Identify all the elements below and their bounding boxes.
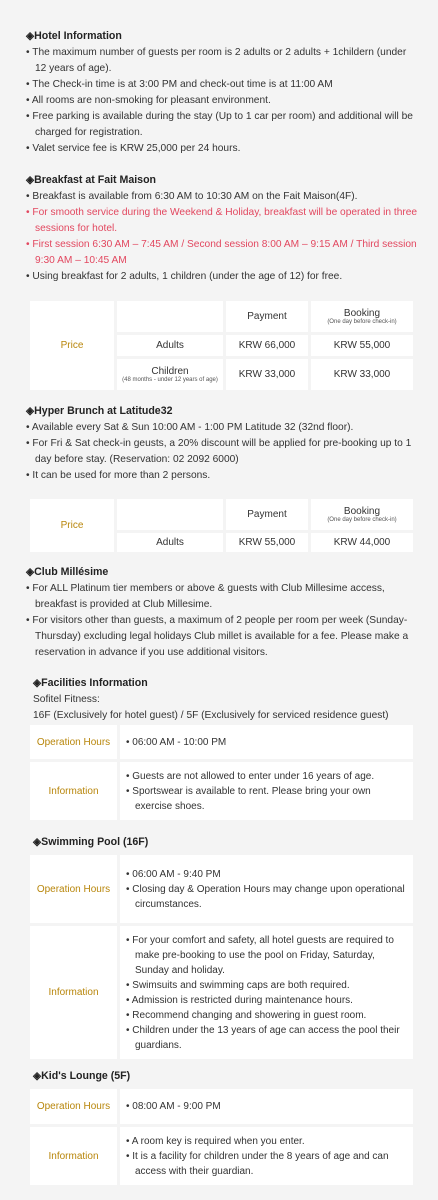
information-label: Information [30, 926, 117, 1059]
fitness-name: Sofitel Fitness: [33, 694, 100, 705]
list-item: • Children under the 13 years of age can access the pool their guardians. [126, 1023, 405, 1053]
children-text: Children [151, 366, 189, 377]
booking-header [311, 499, 413, 530]
facilities-section [33, 677, 418, 724]
adults-booking: KRW 55,000 [311, 335, 413, 356]
pool-table [27, 852, 416, 1062]
list-item: • 06:00 AM - 9:40 PM [126, 867, 405, 882]
information-value [120, 1127, 413, 1185]
brunch-title: ◈Hyper Brunch at Latitude32 [26, 405, 173, 417]
weekend-notice: • For smooth service during the Weekend & Holiday, breakfast will be operated in three sessions for hotel. [26, 205, 418, 237]
operation-hours-label: Operation Hours [30, 1089, 117, 1124]
hotel-information-title: ◈Hotel Information [26, 30, 122, 42]
kids-table [27, 1086, 416, 1188]
club-millesime-section [26, 566, 418, 661]
adults-booking: KRW 44,000 [311, 533, 413, 552]
kids-title: ◈Kid's Lounge (5F) [33, 1070, 131, 1082]
list-item: • A room key is required when you enter. [126, 1134, 405, 1149]
list-item: • Free parking is available during the stay (Up to 1 car per room) and additional will be charged for registration. [26, 109, 418, 141]
payment-header: Payment [226, 301, 308, 332]
kids-lounge-section [33, 1070, 418, 1085]
children-payment: KRW 33,000 [226, 359, 308, 390]
booking-header [311, 301, 413, 332]
pool-section [33, 836, 418, 851]
session-times: • First session 6:30 AM – 7:45 AM / Second session 8:00 AM – 9:15 AM / Third session 9:30 AM – 10:45 AM [26, 237, 418, 269]
adults-payment: KRW 66,000 [226, 335, 308, 356]
booking-label: Booking [343, 506, 381, 517]
information-label: Information [30, 1127, 117, 1185]
operation-hours-value [120, 1089, 413, 1124]
booking-label: Booking [343, 308, 381, 319]
list-item: • The Check-in time is at 3:00 PM and check-out time is at 11:00 AM [26, 77, 418, 93]
hotel-information-section [26, 30, 418, 157]
fitness-floors: 16F (Exclusively for hotel guest) / 5F (Exclusively for serviced residence guest) [33, 710, 389, 721]
breakfast-title: ◈Breakfast at Fait Maison [26, 174, 157, 186]
operation-hours-value [120, 725, 413, 759]
list-item: • Valet service fee is KRW 25,000 per 24 hours. [26, 141, 418, 157]
list-item: • It can be used for more than 2 persons. [26, 468, 418, 484]
list-item: • Admission is restricted during maintenance hours. [126, 993, 405, 1008]
empty-cell [117, 301, 223, 332]
list-item: • Swimsuits and swimming caps are both required. [126, 978, 405, 993]
list-item: • It is a facility for children under the 8 years of age and can access with their guardian. [126, 1149, 405, 1179]
list-item: • All rooms are non-smoking for pleasant environment. [26, 93, 418, 109]
list-item: • Sportswear is available to rent. Please bring your own exercise shoes. [126, 784, 405, 814]
list-item: • Recommend changing and showering in guest room. [126, 1008, 405, 1023]
booking-note: (One day before check-in) [327, 319, 397, 325]
list-item: • Using breakfast for 2 adults, 1 children (under the age of 12) for free. [26, 269, 418, 285]
information-value [120, 926, 413, 1059]
operation-hours-value [120, 855, 413, 923]
list-item: • For your comfort and safety, all hotel guests are required to make pre-booking to use the pool on Friday, Saturday, Sunday and holiday. [126, 933, 405, 978]
breakfast-price-table [27, 298, 416, 393]
payment-header: Payment [226, 499, 308, 530]
empty-cell [117, 499, 223, 530]
list-item: • For ALL Platinum tier members or above & guests with Club Millesime access, breakfast is provided at Club Millesime. [26, 581, 418, 613]
price-label: Price [30, 301, 114, 390]
list-item: • The maximum number of guests per room is 2 adults or 2 adults + 1childern (under 12 years of age). [26, 45, 418, 77]
adults-label: Adults [117, 335, 223, 356]
information-value [120, 762, 413, 820]
children-label [117, 359, 223, 390]
operation-hours-label: Operation Hours [30, 855, 117, 923]
facilities-title: ◈Facilities Information [33, 677, 148, 689]
information-label: Information [30, 762, 117, 820]
list-item: • Available every Sat & Sun 10:00 AM - 1:00 PM Latitude 32 (32nd floor). [26, 420, 418, 436]
list-item: • For Fri & Sat check-in geusts, a 20% discount will be applied for pre-booking up to 1 day before stay. (Reservation: 02 2092 6000) [26, 436, 418, 468]
list-item: • 06:00 AM - 10:00 PM [126, 735, 405, 750]
breakfast-section [26, 174, 418, 285]
adults-payment: KRW 55,000 [226, 533, 308, 552]
list-item: • Closing day & Operation Hours may change upon operational circumstances. [126, 882, 405, 912]
list-item: • For visitors other than guests, a maximum of 2 people per room per week (Sunday-Thursday) excluding legal holidays Club millet is available for a fee. Please make a reservation in advance if you use additional visitors. [26, 613, 418, 661]
operation-hours-label: Operation Hours [30, 725, 117, 759]
brunch-price-table [27, 496, 416, 555]
list-item: • Breakfast is available from 6:30 AM to 10:30 AM on the Fait Maison(4F). [26, 189, 418, 205]
brunch-section [26, 405, 418, 484]
children-note: (48 months - under 12 years of age) [122, 377, 218, 383]
club-title: ◈Club Millésime [26, 566, 109, 578]
adults-label: Adults [117, 533, 223, 552]
booking-note: (One day before check-in) [327, 517, 397, 523]
price-label: Price [30, 499, 114, 552]
children-booking: KRW 33,000 [311, 359, 413, 390]
list-item: • 08:00 AM - 9:00 PM [126, 1099, 405, 1114]
pool-title: ◈Swimming Pool (16F) [33, 836, 149, 848]
list-item: • Guests are not allowed to enter under 16 years of age. [126, 769, 405, 784]
fitness-table [27, 722, 416, 823]
